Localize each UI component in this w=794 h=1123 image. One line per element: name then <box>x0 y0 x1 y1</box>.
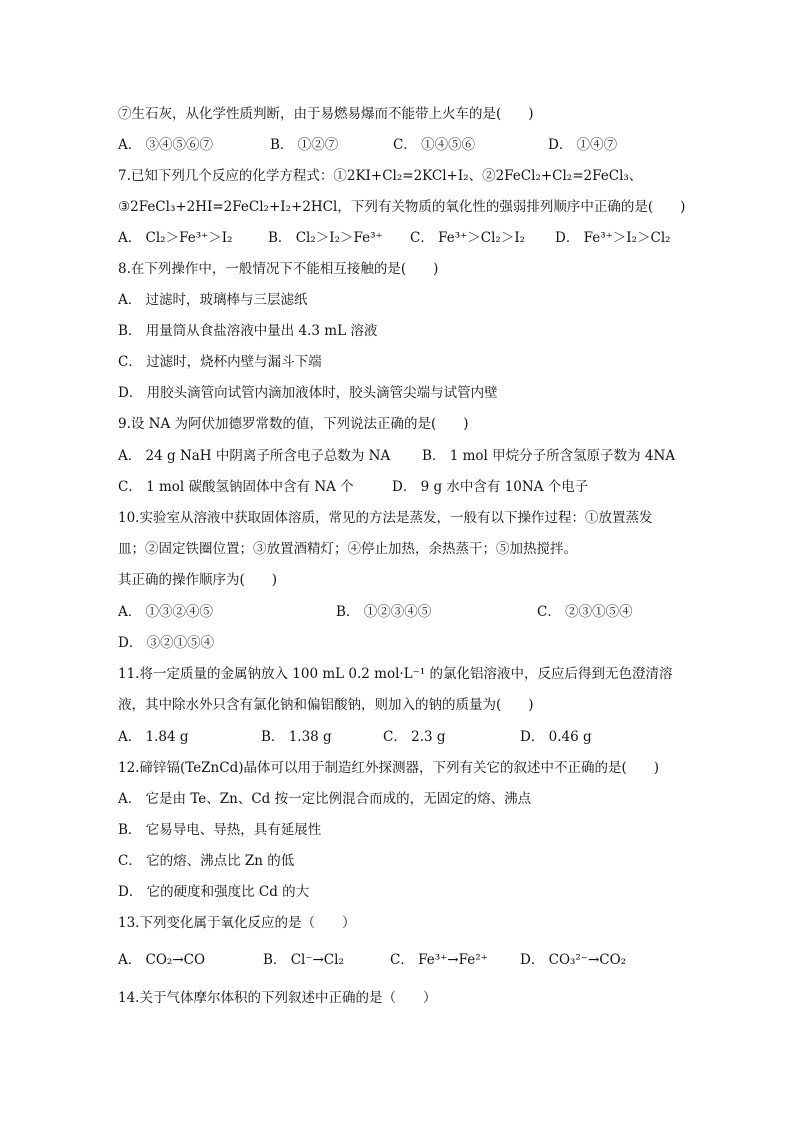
q9-option-a: A． 24 g NaH 中阴离子所含电子总数为 NA <box>118 448 391 464</box>
q6-option-b: B． ①②⑦ <box>270 137 339 153</box>
question-9: 9.设 NA 为阿伏加德罗常数的值，下列说法正确的是( ) <box>118 416 469 432</box>
q10-option-b: B． ①②③④⑤ <box>336 604 432 620</box>
q13-option-c: C． Fe³⁺→Fe²⁺ <box>390 952 488 968</box>
q12-option-b: B． 它易导电、导热，具有延展性 <box>118 822 322 838</box>
q13-option-b: B． Cl⁻→Cl₂ <box>263 952 344 968</box>
q7-option-c: C． Fe³⁺＞Cl₂＞I₂ <box>410 230 526 246</box>
q13-option-d: D． CO₃²⁻→CO₂ <box>520 952 627 968</box>
q10-option-d: D． ③②①⑤④ <box>118 635 215 651</box>
q11-option-c: C． 2.3 g <box>383 729 446 745</box>
question-7-line1: 7.已知下列几个反应的化学方程式：①2KI+Cl₂=2KCl+I₂、②2FeCl₂+Cl₂=2FeCl₃、 <box>118 168 643 184</box>
question-12: 12.碲锌镉(TeZnCd)晶体可以用于制造红外探测器，下列有关它的叙述中不正确的是( ) <box>118 760 660 776</box>
q6-option-d: D． ①④⑦ <box>548 137 618 153</box>
q9-option-b: B． 1 mol 甲烷分子所含氢原子数为 4NA <box>422 448 676 464</box>
question-13: 13.下列变化属于氧化反应的是（ ） <box>118 915 356 931</box>
question-7-line2: ③2FeCl₃+2HI=2FeCl₂+I₂+2HCl，下列有关物质的氧化性的强弱排列顺序中正确的是( ) <box>118 199 686 215</box>
q9-option-c: C． 1 mol 碳酸氢钠固体中含有 NA 个 <box>118 479 354 495</box>
q12-option-c: C． 它的熔、沸点比 Zn 的低 <box>118 853 295 869</box>
q7-option-d: D． Fe³⁺＞I₂＞Cl₂ <box>555 230 671 246</box>
q13-option-a: A． CO₂→CO <box>118 952 206 968</box>
q10-option-c: C． ②③①⑤④ <box>537 604 633 620</box>
q12-option-a: A． 它是由 Te、Zn、Cd 按一定比例混合而成的，无固定的熔、沸点 <box>118 791 532 807</box>
q11-option-d: D． 0.46 g <box>520 729 592 745</box>
question-10-line1: 10.实验室从溶液中获取固体溶质，常见的方法是蒸发，一般有以下操作过程：①放置蒸发 <box>118 510 653 526</box>
question-10-line3: 其正确的操作顺序为( ) <box>118 572 278 588</box>
question-6-tail: ⑦生石灰，从化学性质判断，由于易燃易爆而不能带上火车的是( ) <box>118 106 534 122</box>
q8-option-d: D． 用胶头滴管向试管内滴加液体时，胶头滴管尖端与试管内壁 <box>118 385 498 401</box>
q7-option-b: B． Cl₂＞I₂＞Fe³⁺ <box>268 230 383 246</box>
question-8: 8.在下列操作中，一般情况下不能相互接触的是( ) <box>118 261 439 277</box>
q10-option-a: A． ①③②④⑤ <box>118 604 214 620</box>
q6-option-a: A． ③④⑤⑥⑦ <box>118 137 214 153</box>
q7-option-a: A． Cl₂＞Fe³⁺＞I₂ <box>118 230 233 246</box>
question-10-line2: 皿；②固定铁圈位置；③放置酒精灯；④停止加热，余热蒸干；⑤加热搅拌。 <box>118 541 577 557</box>
q9-option-d: D． 9 g 水中含有 10NA 个电子 <box>392 479 589 495</box>
q8-option-a: A． 过滤时，玻璃棒与三层滤纸 <box>118 292 308 308</box>
q8-option-b: B． 用量筒从食盐溶液中量出 4.3 mL 溶液 <box>118 323 378 339</box>
question-14: 14.关于气体摩尔体积的下列叙述中正确的是（ ） <box>118 990 437 1006</box>
q8-option-c: C． 过滤时，烧杯内壁与漏斗下端 <box>118 354 322 370</box>
q6-option-c: C． ①④⑤⑥ <box>393 137 476 153</box>
question-11-line2: 液，其中除水外只含有氯化钠和偏铝酸钠，则加入的钠的质量为( ) <box>118 697 534 713</box>
q11-option-a: A． 1.84 g <box>118 729 189 745</box>
question-11-line1: 11.将一定质量的金属钠放入 100 mL 0.2 mol·L⁻¹ 的氯化铝溶液中，反应后得到无色澄清溶 <box>118 666 673 682</box>
q12-option-d: D． 它的硬度和强度比 Cd 的大 <box>118 884 310 900</box>
q11-option-b: B． 1.38 g <box>261 729 332 745</box>
